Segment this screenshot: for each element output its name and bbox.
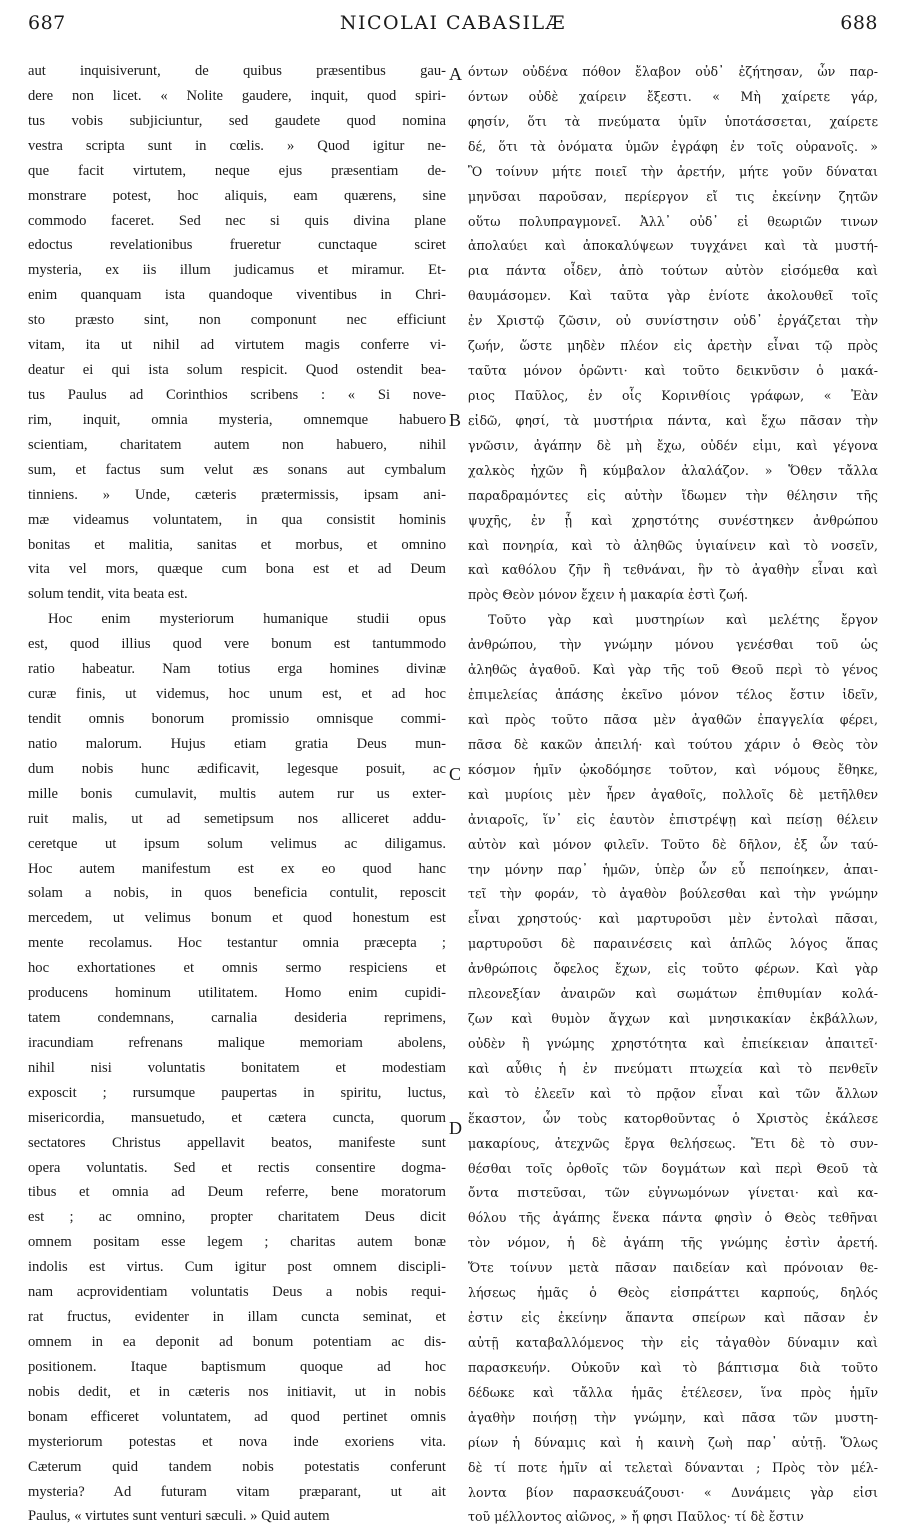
text-line: καὶ τὸ ἐλεεῖν καὶ τὸ πρᾷον εἶναι καὶ τῶν ἄλλων [468, 1085, 878, 1101]
text-line: tatem condemnans, carnalia desideria reprimens, [28, 1010, 446, 1027]
text-line: Cæterum quid tandem nobis potestatis conferunt [28, 1458, 446, 1475]
text-line: deatur ei qui ista solum respicit. Quod ostendit bea- [28, 362, 446, 379]
text-line: ἀνιαροῖς, ἵν᾽ εἰς ἑαυτὸν ἐπιστρέψῃ καὶ πείσῃ θέλειν [468, 811, 878, 827]
text-line: ἀνθρώποις ὄφελος ἔχων, εἰς τοῦτο φέρων. Καὶ γὰρ [468, 961, 878, 977]
text-line: rim, inquit, omnia mysteria, omnemque habuero [28, 411, 446, 428]
text-line: que facit virtutem, neque ejus præsentiam de- [28, 162, 446, 179]
text-line: tinniens. » Unde, cæteris prætermissis, ipsam ani- [28, 486, 446, 503]
text-line: τεῖ τὴν φοράν, τὸ ἀγαθὸν βούλεσθαι καὶ τὴν γνώμην [468, 886, 878, 902]
text-line: commodo faceret. Sed nec si quis divina plane [28, 212, 446, 229]
text-line: tus Paulus ad Corinthios scribens : « Si nove- [28, 386, 446, 403]
text-line: δὲ τί ποτε ἡμῖν αἱ τελεταὶ δύνανται ; Πρὸς τὸν μέλ- [468, 1459, 878, 1475]
text-line: όντων οὐδὲ χαίρειν ἔξεστι. « Μὴ χαίρετε γάρ, [468, 88, 878, 104]
text-line: vitam, ita ut nihil ad virtutem magis conferre vi- [28, 337, 446, 354]
text-line: Ὅτε τοίνυν μετὰ πᾶσαν παιδείαν καὶ πρόνοιαν θε- [468, 1260, 878, 1276]
text-line: tibus et omnia ad Deum referre, bene moratorum [28, 1184, 446, 1201]
text-line: ἀγαθὴν ποιήσῃ τὴν γνώμην, καὶ πᾶσα τῶν μυστη- [468, 1409, 878, 1425]
text-line: κόσμον ἡμῖν ᾠκοδόμησε τοῦτον, καὶ νόμους ἔθηκε, [468, 761, 878, 777]
text-line: θόλου τῆς ἀγάπης ἕνεκα πάντα φησὶν ὁ Θεὸς τεθῆναι [468, 1210, 878, 1226]
text-line: ρίων ἡ δύναμις καὶ ἡ καινὴ ζωὴ παρ᾽ αὐτῇ. Ὅλως [468, 1434, 878, 1450]
text-line: hoc exhortationes et omnis sermo respiciens et [28, 960, 446, 977]
text-line: tus vobis subjiciuntur, sed gaudete quod nomina [28, 112, 446, 129]
text-line: mille bonis cumulavit, multis autem rur us exter- [28, 785, 446, 802]
text-line: μαρτυροῦσι δὲ παραινέσεις καὶ ἁπλῶς λόγος ἅπας [468, 936, 878, 952]
text-line: καὶ καθόλου ζῆν ἢ τεθνάναι, ἣν τὸ ἀγαθὴν εἶναι καὶ [468, 562, 878, 578]
text-line: χαλκὸς ἠχῶν ἢ κύμβαλον ἀλαλάζον. » Ὅθεν τἄλλα [468, 462, 878, 478]
text-line: bonam efficeret voluntatem, ad quod pertinet omnis [28, 1408, 446, 1425]
margin-marker-a: A [449, 64, 462, 84]
text-line: εἶναι χρηστούς· καὶ μαρτυροῦσι μὲν ἐντολαὶ πᾶσαι, [468, 911, 878, 927]
text-line: mysteria? Ad futuram vitam præparant, ut ait [28, 1483, 446, 1500]
text-line: ρια πάντα οἶδεν, ἀπὸ τούτων αὐτὸν εἰσόμεθα καὶ [468, 263, 878, 279]
text-line: edoctus revelationibus frueretur cunctaque sciret [28, 237, 446, 254]
text-line: καὶ μυρίοις μὲν ἦρεν ἀγαθοῖς, πολλοῖς δὲ μετῆλθεν [468, 786, 878, 802]
text-line: sum, et factus sum velut æs sonans aut cymbalum [28, 461, 446, 478]
text-line: iracundiam refrenans malique memoriam abolens, [28, 1034, 446, 1051]
text-line: ratio habeatur. Nam totius erga homines divinæ [28, 661, 446, 678]
text-line: Hoc autem manifestum est ex eo quod hanc [28, 860, 446, 877]
text-line: misericordia, mansuetudo, et cætera cuncta, quorum [28, 1109, 446, 1126]
page-number-right: 688 [840, 12, 878, 34]
text-line: ζωήν, ὥστε μηδὲν πλέον εἰς ἀρετὴν εἶναι τῷ πρὸς [468, 338, 878, 354]
text-line: vita vel mors, quæque cum bona est et ad Deum [28, 561, 446, 578]
text-line: ἐν Χριστῷ ζῶσιν, οὐ συνίστησιν οὐδ᾽ ἐργάζεται τὴν [468, 313, 878, 329]
margin-marker-b: B [449, 410, 462, 430]
text-line: αὐτῇ καταβαλλόμενος τὴν εἰς τἀγαθὸν δύναμιν καὶ [468, 1335, 878, 1351]
text-line: παρασκευήν. Οὐκοῦν καὶ τὸ βάπτισμα διὰ τοῦτο [468, 1359, 878, 1375]
text-line: mysteriorum potestas et nova inde exoriens vita. [28, 1433, 446, 1450]
text-line: indolis est virtus. Cum igitur post omnem discipli- [28, 1259, 446, 1276]
text-line: ψυχῆς, ἐν ᾗ καὶ χρηστότης συνέστηκεν ἀνθρώπου [468, 512, 878, 528]
text-line: tendit omnis bonorum promissio omnisque commi- [28, 710, 446, 727]
text-line: τὸν νόμον, ἡ δὲ ἀγάπη τῆς γνώμης ἐστὶν ἀρετή. [468, 1235, 878, 1251]
latin-column [28, 62, 446, 1527]
text-line: nobis dedit, et in cæteris nos initiavit, ut in nobis [28, 1383, 446, 1400]
text-line: αὐτὸν καὶ μόνον φιλεῖν. Τοῦτο δὲ δῆλον, ἐξ ὧν ταύ- [468, 836, 878, 852]
text-line: ταῦτα μόνον ὁρῶντι· καὶ τοῦτο δεικνῦσιν ὁ μακά- [468, 363, 878, 379]
text-line: omnem in ea deponit ad bonum potentiam ac dis- [28, 1334, 446, 1351]
text-line: οὕτω πολυπραγμονεῖ. Ἀλλ᾽ οὐδ᾽ εἰ θεωριῶν τινων [468, 213, 878, 229]
page-number-left: 687 [28, 12, 66, 34]
text-line: Τοῦτο γὰρ καὶ μυστηρίων καὶ μελέτης ἔργον [488, 612, 878, 628]
text-line: dere non licet. « Nolite gaudere, inquit, quod spiri- [28, 87, 446, 104]
text-line: vestra scripta sunt in cœlis. » Quod igitur ne- [28, 137, 446, 154]
text-line: mercedem, ut velimus bonum et quod honestum est [28, 910, 446, 927]
text-line: opera voluntatis. Sed et rectis consentire dogma- [28, 1159, 446, 1176]
text-line: ἀνθρώπου, τὴν γνώμην μόνου γενέσθαι τοῦ ὡς [468, 637, 878, 653]
text-line: natio malorum. Hujus etiam gratia Deus mun- [28, 735, 446, 752]
text-line: rat fructus, evidenter in illam cuncta seminat, et [28, 1309, 446, 1326]
text-line: nihil nisi voluntatis bonitatem et modestiam [28, 1059, 446, 1076]
text-line: εἰδῶ, φησί, τὰ μυστήρια πάντα, καὶ ἔχω πᾶσαν τὴν [468, 412, 878, 428]
text-line: monstrare potest, hoc aliquis, eam quærens, sine [28, 187, 446, 204]
text-line: λήσεως ἡμᾶς ὁ Θεὸς εἰσπράττει καρπούς, δηλός [468, 1285, 878, 1301]
text-line: curæ finis, ut videmus, hoc unum est, et ad hoc [28, 686, 446, 703]
text-line: μηνῦσαι παροῦσαν, περίεργον εἴ τις ἐκείνην ζητῶν [468, 188, 878, 204]
text-line: ὄντα πιστεῦσαι, τῶν εὐγνωμόνων γίνεται· καὶ κα- [468, 1185, 878, 1201]
text-line: ριος Παῦλος, ἐν οἷς Κορινθίοις γράφων, « Ἐὰν [468, 387, 878, 403]
text-line: φησίν, ὅτι τὰ πνεύματα ὑμῖν ὑποτάσσεται, χαίρετε [468, 113, 878, 129]
text-line: dum nobis hunc ædificavit, legesque posuit, ac [28, 760, 446, 777]
text-line: mysteria, ex iis illum judicamus et miramur. Et- [28, 262, 446, 279]
text-line: ἐστιν εἰς ἐκείνην ἅπαντα σπείρων καὶ πᾶσαν ἐν [468, 1310, 878, 1326]
text-line: solam a nobis, in quos beneficia contulit, reposcit [28, 885, 446, 902]
text-line: Ὃ τοίνυν μήτε ποιεῖ τὴν ἀρετήν, μήτε γοῦν δύναται [468, 163, 878, 179]
margin-marker-d: D [449, 1118, 462, 1138]
text-line: θέσθαι τοῖς ὀρθοῖς τῶν δογμάτων καὶ περὶ Θεοῦ τὰ [468, 1160, 878, 1176]
text-line: mæ videamus voluntatem, in qua consistit hominis [28, 511, 446, 528]
text-line: ἀληθῶς ἀγαθοῦ. Καὶ γὰρ τῆς τοῦ Θεοῦ περὶ τὸ γένος [468, 662, 878, 678]
text-line: οὐδὲν ἢ γνώμης χρηστότητα καὶ ἐπιείκειαν ἀπαιτεῖ· [468, 1035, 878, 1051]
margin-marker-c: C [449, 764, 462, 784]
text-line: ruit malis, ut ad semetipsum nos alliceret addu- [28, 810, 446, 827]
text-line: καὶ αὖθις ἡ ἐν πνεύματι πτωχεία καὶ τὸ πενθεῖν [468, 1060, 878, 1076]
text-line: Paulus, « virtutes sunt venturi sæculi. » Quid autem [28, 1508, 330, 1525]
text-line: exposcit ; rursumque paupertas in spiritu, luctus, [28, 1084, 446, 1101]
text-line: πρὸς Θεὸν μόνον ἔχειν ἡ μακαρία ἐστὶ ζωή. [468, 587, 748, 603]
text-line: την μόνην παρ᾽ ἡμῶν, ὑπὲρ ὧν εὖ πεποίηκεν, ἀπαι- [468, 861, 878, 877]
running-title: NICOLAI CABASILÆ [339, 12, 567, 34]
text-line: παραδραμόντες εἰς αὐτὴν ἴδωμεν τὴν θέλησιν τῆς [468, 487, 878, 503]
text-line: πᾶσα δὲ κακῶν ἀπειλή· καὶ τούτου χάριν ὁ Θεὸς τὸν [468, 736, 878, 752]
text-line: μακαρίους, ἀτεχνῶς ἔργα θελήσεως. Ἔτι δὲ τὸ συν- [468, 1135, 878, 1151]
text-line: δέ, ὅτι τὰ ὀνόματα ὑμῶν ἐγράφη ἐν τοῖς οὐρανοῖς. » [468, 138, 878, 154]
text-line: scientiam, charitatem autem non habuero, nihil [28, 436, 446, 453]
text-line: sto præsto sint, non componunt nec efficiunt [28, 312, 446, 329]
text-line: est, quod illius quod vere bonum est tantummodo [28, 636, 446, 653]
text-line: τοῦ μέλλοντος αἰῶνος, » ἤ φησι Παῦλος· τί δὲ ἔστιν [468, 1509, 804, 1525]
text-line: ἐπιμελείας ἁπάσης ἐκεῖνο μόνον τέλος ἔστιν ἰδεῖν, [468, 687, 878, 703]
text-line: omnem positam esse legem ; charitas autem bonæ [28, 1234, 446, 1251]
text-line: καὶ πρὸς τοῦτο πᾶσα μὲν ἀγαθῶν ἐπαγγελία φέρει, [468, 711, 878, 727]
text-line: γνῶσιν, ἀγάπην δὲ μὴ ἔχω, οὐδέν εἰμι, καὶ γέγονα [468, 437, 878, 453]
text-line: ζων καὶ θυμὸν ἄγχων καὶ μνησικακίαν ἐκβάλλων, [468, 1011, 878, 1027]
text-line: δέδωκε καὶ τἄλλα ἡμᾶς ἐτέλεσεν, ἵνα πρὸς ἡμῖν [468, 1384, 878, 1400]
text-line: est ; ac omnino, propter charitatem Deus dicit [28, 1209, 446, 1226]
text-line: bonitas et malitia, sanitas et morbus, et omnino [28, 536, 446, 553]
text-line: sectatores Christus appellavit beatos, manifeste sunt [28, 1134, 446, 1151]
text-line: producens hominum utilitatem. Homo enim cupidi- [28, 985, 446, 1002]
text-line: πλεονεξίαν ἀναιρῶν καὶ σωμάτων ἐπιθυμίαν κολά- [468, 986, 878, 1002]
text-line: positionem. Itaque baptismum quoque ad hoc [28, 1358, 446, 1375]
text-line: nam acprovidentiam voluntatis Deus a nobis requi- [28, 1284, 446, 1301]
text-line: λοντα βίον παρασκευάζουσι· « Δυνάμεις γὰρ εἰσι [468, 1484, 878, 1500]
text-line: ἀπολαύει καὶ ἀποκαλύψεων τυγχάνει καὶ τὰ μυστή- [468, 238, 878, 254]
text-line: Hoc enim mysteriorum humanique studii opus [48, 611, 446, 628]
text-line: ἕκαστον, ὧν τοὺς κατορθοῦντας ὁ Χριστὸς ἐκάλεσε [468, 1110, 878, 1126]
text-line: aut inquisiverunt, de quibus præsentibus gau- [28, 63, 446, 79]
text-line: θαυμάσομεν. Καὶ ταῦτα γὰρ ἐνίοτε ἀκολουθεῖ τοῖς [468, 288, 878, 304]
text-line: mente recolamus. Hoc testantur omnia præcepta ; [28, 935, 446, 952]
text-line: όντων οὐδένα πόθον ἔλαβον οὐδ᾽ ἐζήτησαν, ὧν παρ- [468, 64, 878, 79]
text-line: ceretque ut ipsum solum velimus ac diligamus. [28, 835, 446, 852]
text-line: solum tendit, vita beata est. [28, 586, 188, 603]
greek-column [468, 62, 878, 1527]
text-line: καὶ πονηρία, καὶ τὸ ἀληθῶς ὑγιαίνειν καὶ τὸ νοσεῖν, [468, 537, 878, 553]
text-line: enim quanquam ista quandoque viventibus in Chri- [28, 287, 446, 304]
